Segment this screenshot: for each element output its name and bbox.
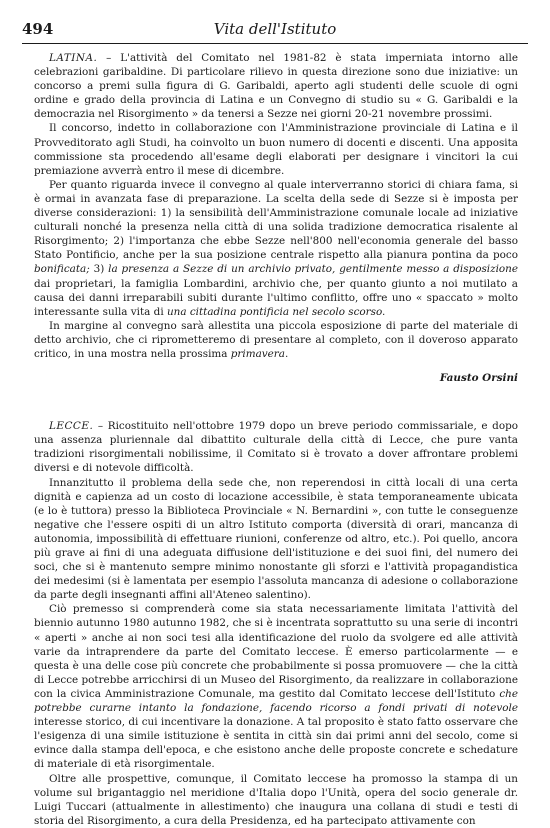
running-header	[22, 20, 528, 40]
paragraph: Ciò premesso si comprenderà come sia stata necessariamente limitata l'attività del biennio autunno 1980 autunno 1982, che si è incentrata soprattutto su una serie di incontri « aperti » anche ai non soci tesi alla identificazione del ruolo da svolgere ed alle attività varie da intraprendere da parte del Comitato leccese. È emerso particolarmente — e questa è una delle cose più concrete che probabilmente si possa promuovere — che la città di Lecce potrebbe arricchirsi di un Museo del Risorgimento, da realizzare in collaborazione con la civica Amministrazione Comunale, ma gestito dal Comitato leccese dell'Istituto che potrebbe curarne intanto la fondazione, facendo ricorso a fondi privati di notevole interesse storico, di cui incentivare la donazione. A tal proposito è stato fatto osservare che l'esigenza di una simile istituzione è sentita in città sin dai primi anni del secolo, come si evince dalla stampa dell'epoca, e che esistono anche delle proposte concrete e schedature di materiale di età risorgimentale.	[34, 603, 518, 771]
header-rule	[22, 43, 528, 44]
section-lecce	[34, 419, 518, 828]
paragraph: Per quanto riguarda invece il convegno al quale interverranno storici di chiara fama, si è ormai in avanzata fase di preparazione. La scelta della sede di Sezze si è imposta per diverse considerazioni: 1) la sensibilità dell'Amministrazione comunale locale ad iniziative culturali nonché la presenza nella città di una solida tradizione democratica risalente al Risorgimento; 2) l'importanza che ebbe Sezze nell'800 nell'economia generale del basso Stato Pontificio, anche per la sua posizione centrale rispetto alla pianura pontina da poco bonificata; 3) la presenza a Sezze di un archivio privato, gentilmente messo a disposizione dai proprietari, la famiglia Lombardini, archivio che, per quanto giunto a noi mutilato a causa dei danni irreparabili subiti durante l'ultimo conflitto, offre uno « spaccato » molto interessante sulla vita di una cittadina pontificia nel secolo scorso.	[34, 178, 519, 318]
paragraph: In margine al convegno sarà allestita una piccola esposizione di parte del materiale di detto archivio, che ci riprometteremo di presentare al completo, con il doveroso apparato critico, in una mostra nella prossima primavera.	[34, 319, 518, 360]
paragraph: Il concorso, indetto in collaborazione con l'Amministrazione provinciale di Latina e il Provveditorato agli Studi, ha coinvolto un buon numero di docenti e discenti. Una apposita commissione sta procedendo all'esame degli elaborati per designare i vincitori la cui premiazione avverrà entro il mese di dicembre.	[34, 122, 518, 177]
paragraph: LECCE. – Ricostituito nell'ottobre 1979 dopo un breve periodo commissariale, e dopo una assenza pluriennale dal dibattito culturale della città di Lecce, che pure vanta tradizioni risorgimentali nobilissime, il Comitato si è trovato a dover affrontare problemi diversi e di notevole difficoltà.	[34, 420, 518, 475]
paragraph: LATINA. – L'attività del Comitato nel 1981-82 è stata imperniata intorno alle celebrazioni garibaldine. Di particolare rilievo in questa direzione sono due iniziative: un concorso a premi sulla figura di G. Garibaldi, aperto agli studenti delle scuole di ogni ordine e grado della provincia di Latina e un Convegno di studio su « G. Garibaldi e la democrazia nel Risorgimento » da tenersi a Sezze nei giorni 20-21 novembre prossimi.	[34, 52, 518, 121]
running-title: Vita dell'Istituto	[213, 20, 337, 38]
paragraph: Innanzitutto il problema della sede che, non reperendosi in città locali di una certa dignità e capienza ad un costo di locazione accessibile, è stata temporaneamente ubicata (e lo è tuttora) presso la Biblioteca Provinciale « N. Bernardini », con tutte le conseguenze negative che l'essere ospiti di un altro Istituto comporta (diversità di orari, mancanza di autonomia, impossibilità di effettuare riunioni, conferenze od altro, etc.). Poi quello, ancora più grave ai fini di una adeguata diffusione dell'istituzione e dei suoi fini, del numero dei soci, che si è mantenuto sempre minimo nonostante gli sforzi e l'attività propagandistica dei medesimi (si è lamentata per esempio l'assoluta mancanza di adesione o collaborazione da parte degli insegnanti affini all'Ateneo salentino).	[34, 476, 518, 602]
paragraph: Oltre alle prospettive, comunque, il Comitato leccese ha promosso la stampa di un volume sul brigantaggio nel meridione d'Italia dopo l'Unità, opera del socio generale dr. Luigi Tuccari (attualmente in allestimento) che inaugura una collana di studi e testi di storia del Risorgimento, a cura della Presidenza, ed ha partecipato attivamente con	[34, 772, 518, 827]
section-spacer	[34, 385, 518, 419]
section-latina	[34, 51, 518, 385]
article-body	[34, 51, 518, 828]
author-signature: Fausto Orsini	[439, 372, 518, 385]
section-title: LATINA.	[49, 52, 98, 64]
page-number: 494	[22, 20, 54, 38]
section-title: LECCE.	[49, 420, 94, 433]
